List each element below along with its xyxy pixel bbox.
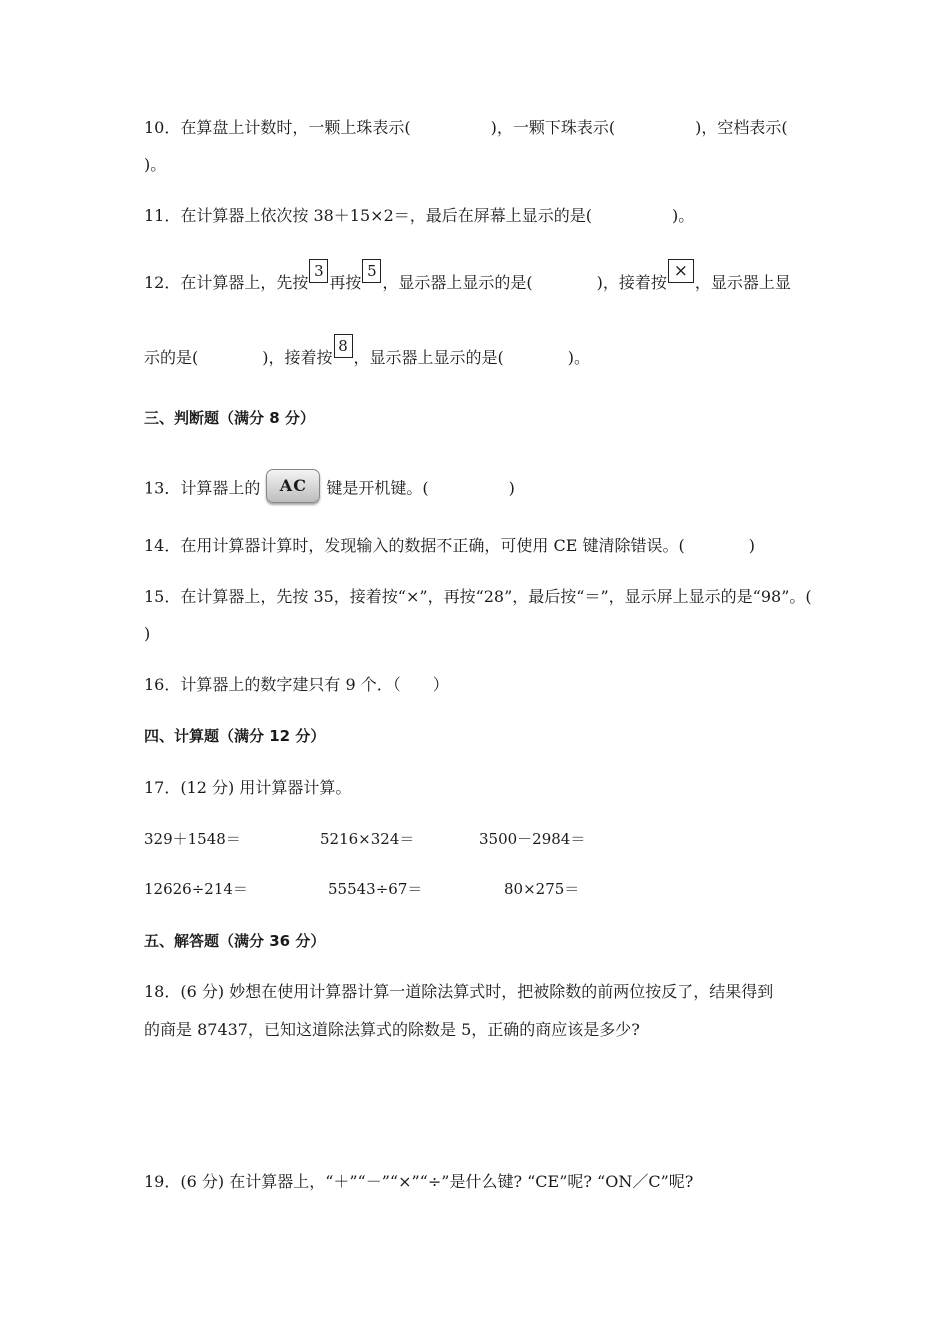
question-15-line-2: ) [144,624,151,643]
expression: 5216×324＝ [320,830,415,848]
question-17-prompt: 17．(12 分) 用计算器计算。 [144,778,352,797]
expression: 3500－2984＝ [479,830,586,848]
question-14: 14．在用计算器计算时，发现输入的数据不正确，可使用 CE 键清除错误。( ) [144,536,755,555]
question-12-text-a: 12．在计算器上，先按 [144,273,309,292]
question-12-text-d: ，显示器上显 [694,273,791,292]
question-12-line-1 [144,261,791,293]
question-12-line-2 [144,337,590,368]
question-12-text-c: ，显示器上显示的是( )，接着按 [382,273,667,292]
question-19: 19．(6 分) 在计算器上，“＋”“－”“×”“÷”是什么键? “CE”呢? “ON／C”呢? [144,1172,694,1191]
calculator-key-5: 5 [362,259,381,283]
question-11: 11．在计算器上依次按 38＋15×2＝，最后在屏幕上显示的是( )。 [144,206,695,225]
question-13-text-b: 键是开机键。( ) [326,478,515,498]
section-5-heading: 五、解答题（满分 36 分） [144,932,326,950]
question-18-line-1: 18．(6 分) 妙想在使用计算器计算一道除法算式时，把被除数的前两位按反了，结果得到 [144,982,774,1001]
question-12-text-b: 再按 [329,273,362,292]
section-3-heading: 三、判断题（满分 8 分） [144,409,315,427]
calculator-key-3: 3 [309,259,328,283]
ac-key-icon: AC [266,469,320,503]
question-13-text-a: 13．计算器上的 [144,478,261,498]
question-10-line-2: )。 [144,155,167,174]
calculator-key-multiply: × [668,259,694,283]
section-4-heading: 四、计算题（满分 12 分） [144,727,326,745]
calculator-key-8: 8 [334,334,353,358]
question-12-text-f: ，显示器上显示的是( )。 [353,348,590,367]
question-10-line-1: 10．在算盘上计数时，一颗上珠表示( )，一颗下珠表示( )，空档表示( [144,118,788,137]
expression: 80×275＝ [504,880,580,898]
question-16: 16．计算器上的数字建只有 9 个．（ ） [144,675,449,694]
expression: 55543÷67＝ [328,880,423,898]
question-18-line-2: 的商是 87437，已知这道除法算式的除数是 5，正确的商应该是多少? [144,1020,640,1039]
expression: 12626÷214＝ [144,880,248,898]
question-13 [144,472,515,506]
question-15-line-1: 15．在计算器上，先按 35，接着按“×”，再按“28”，最后按“＝”，显示屏上显示的是“98”。( [144,587,812,606]
question-12-text-e: 示的是( )，接着按 [144,348,333,367]
expression: 329＋1548＝ [144,830,241,848]
